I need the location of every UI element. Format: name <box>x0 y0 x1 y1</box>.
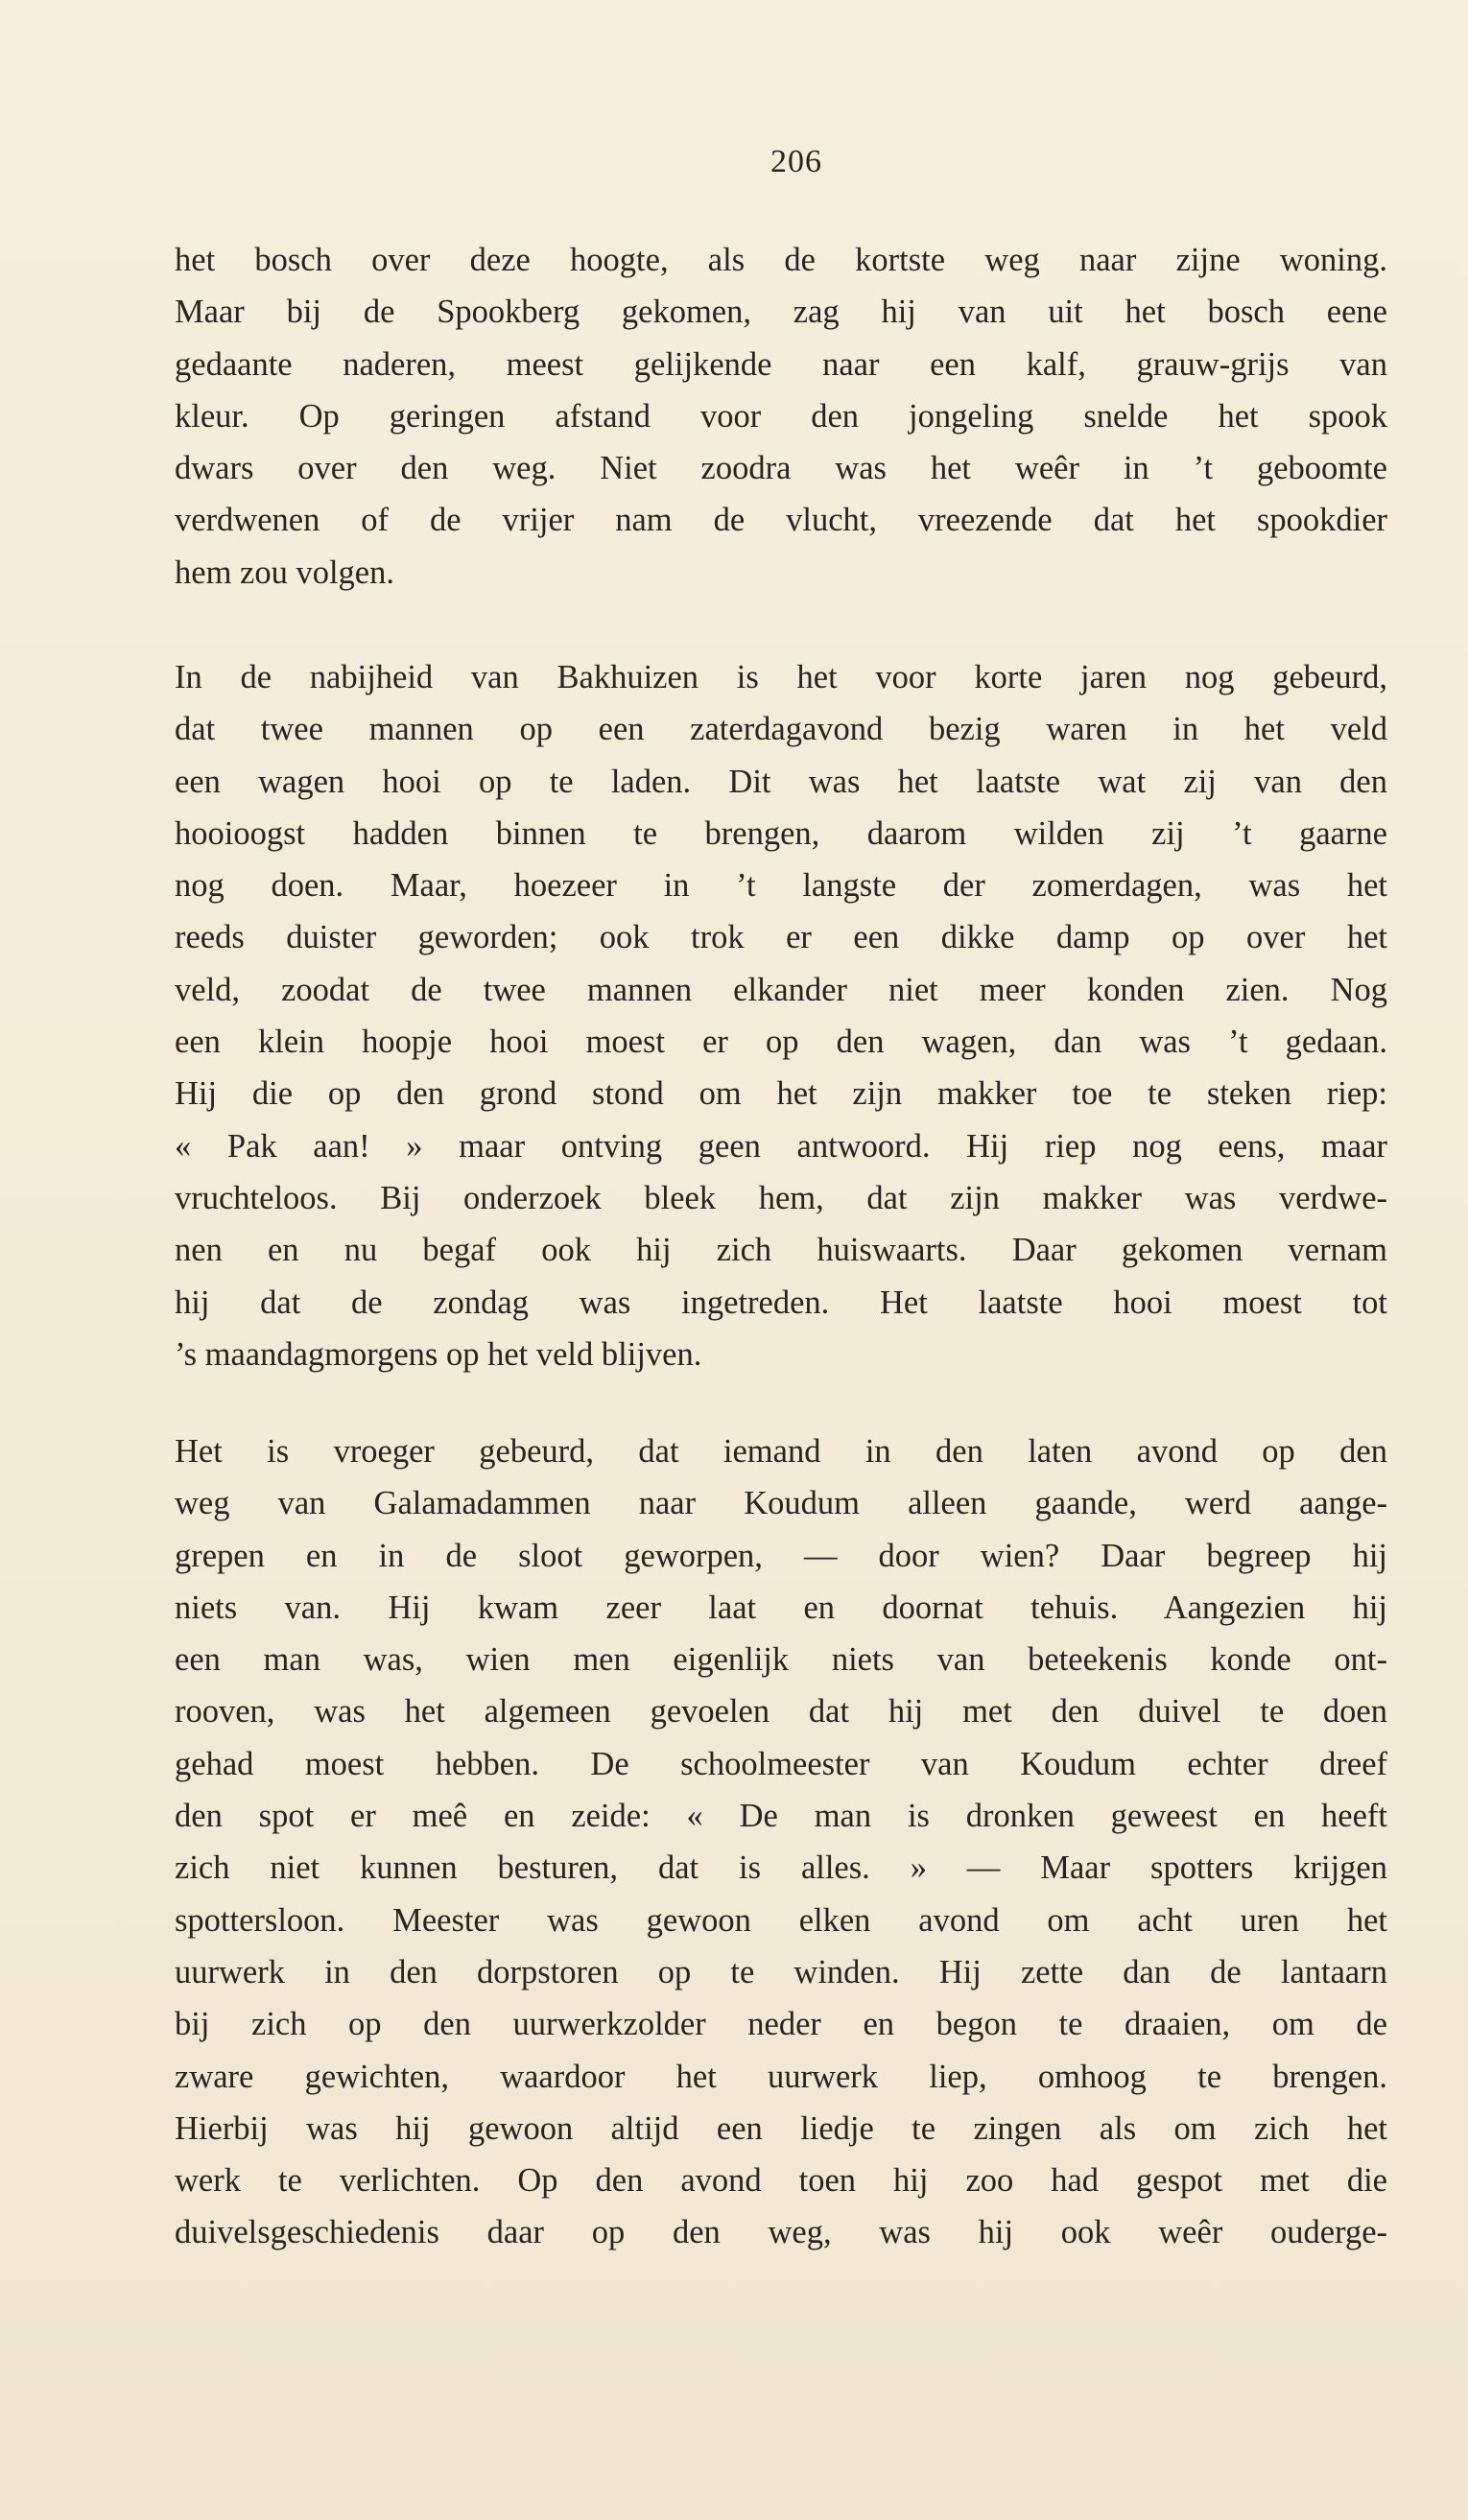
text-line: zware gewichten, waardoor het uurwerk liep, omhoog te brengen. <box>175 2058 1387 2095</box>
text-line: zich niet kunnen besturen, dat is alles. » — Maar spotters krijgen <box>175 1849 1387 1887</box>
text-line: Hij die op den grond stond om het zijn makker toe te steken riep: <box>175 1075 1387 1113</box>
text-line: duivelsgeschiedenis daar op den weg, was hij ook weêr ouderge- <box>175 2214 1387 2251</box>
text-line: niets van. Hij kwam zeer laat en doornat tehuis. Aangezien hij <box>175 1589 1387 1626</box>
text-line: dat twee mannen op een zaterdagavond bezig waren in het veld <box>175 711 1387 748</box>
page-number: 206 <box>770 144 822 179</box>
text-line: grepen en in de sloot geworpen, — door wien? Daar begreep hij <box>175 1537 1387 1574</box>
text-line: gedaante naderen, meest gelijkende naar een kalf, grauw-grijs van <box>175 345 1387 383</box>
text-line: rooven, was het algemeen gevoelen dat hij met den duivel te doen <box>175 1693 1387 1731</box>
text-line: een man was, wien men eigenlijk niets van beteekenis konde ont- <box>175 1641 1387 1679</box>
paragraph <box>175 651 1387 1380</box>
text-line: dwars over den weg. Niet zoodra was het weêr in ’t geboomte <box>175 450 1387 487</box>
text-line: een wagen hooi op te laden. Dit was het laatste wat zij van den <box>175 763 1387 800</box>
text-line: werk te verlichten. Op den avond toen hij zoo had gespot met die <box>175 2162 1387 2200</box>
text-line: vruchteloos. Bij onderzoek bleek hem, dat zijn makker was verdwe- <box>175 1179 1387 1216</box>
text-line: reeds duister geworden; ook trok er een dikke damp op over het <box>175 919 1387 956</box>
text-line: gehad moest hebben. De schoolmeester van Koudum echter dreef <box>175 1745 1387 1782</box>
text-line: kleur. Op geringen afstand voor den jongeling snelde het spook <box>175 397 1387 435</box>
text-line: spottersloon. Meester was gewoon elken avond om acht uren het <box>175 1901 1387 1939</box>
text-line: verdwenen of de vrijer nam de vlucht, vreezende dat het spookdier <box>175 502 1387 539</box>
text-line: nog doen. Maar, hoezeer in ’t langste der zomerdagen, was het <box>175 867 1387 905</box>
text-line: hooioogst hadden binnen te brengen, daarom wilden zij ’t gaarne <box>175 814 1387 852</box>
text-line: veld, zoodat de twee mannen elkander niet meer konden zien. Nog <box>175 971 1387 1008</box>
text-line: ’s maandagmorgens op het veld blijven. <box>175 1335 702 1373</box>
text-line: het bosch over deze hoogte, als de kortste weg naar zijne woning. <box>175 242 1387 278</box>
text-line: hij dat de zondag was ingetreden. Het laatste hooi moest tot <box>175 1284 1387 1321</box>
text-line: hem zou volgen. <box>175 553 394 591</box>
text-line: In de nabijheid van Bakhuizen is het voor korte jaren nog gebeurd, <box>175 659 1387 695</box>
text-line: uurwerk in den dorpstoren op te winden. Hij zette dan de lantaarn <box>175 1953 1387 1990</box>
text-line: een klein hoopje hooi moest er op den wagen, dan was ’t gedaan. <box>175 1024 1387 1061</box>
text-line: Hierbij was hij gewoon altijd een liedje te zingen als om zich het <box>175 2109 1387 2147</box>
text-line: Maar bij de Spookberg gekomen, zag hij van uit het bosch eene <box>175 294 1387 331</box>
text-line: nen en nu begaf ook hij zich huiswaarts. Daar gekomen vernam <box>175 1232 1387 1269</box>
text-line: den spot er meê en zeide: « De man is dronken geweest en heeft <box>175 1798 1387 1835</box>
text-line: « Pak aan! » maar ontving geen antwoord. Hij riep nog eens, maar <box>175 1127 1387 1165</box>
text-line: bij zich op den uurwerkzolder neder en begon te draaien, om de <box>175 2006 1387 2043</box>
text-line: Het is vroeger gebeurd, dat iemand in den laten avond op den <box>175 1433 1387 1470</box>
paragraph <box>175 1425 1387 2259</box>
paragraph <box>175 234 1387 599</box>
text-line: weg van Galamadammen naar Koudum alleen gaande, werd aange- <box>175 1485 1387 1522</box>
